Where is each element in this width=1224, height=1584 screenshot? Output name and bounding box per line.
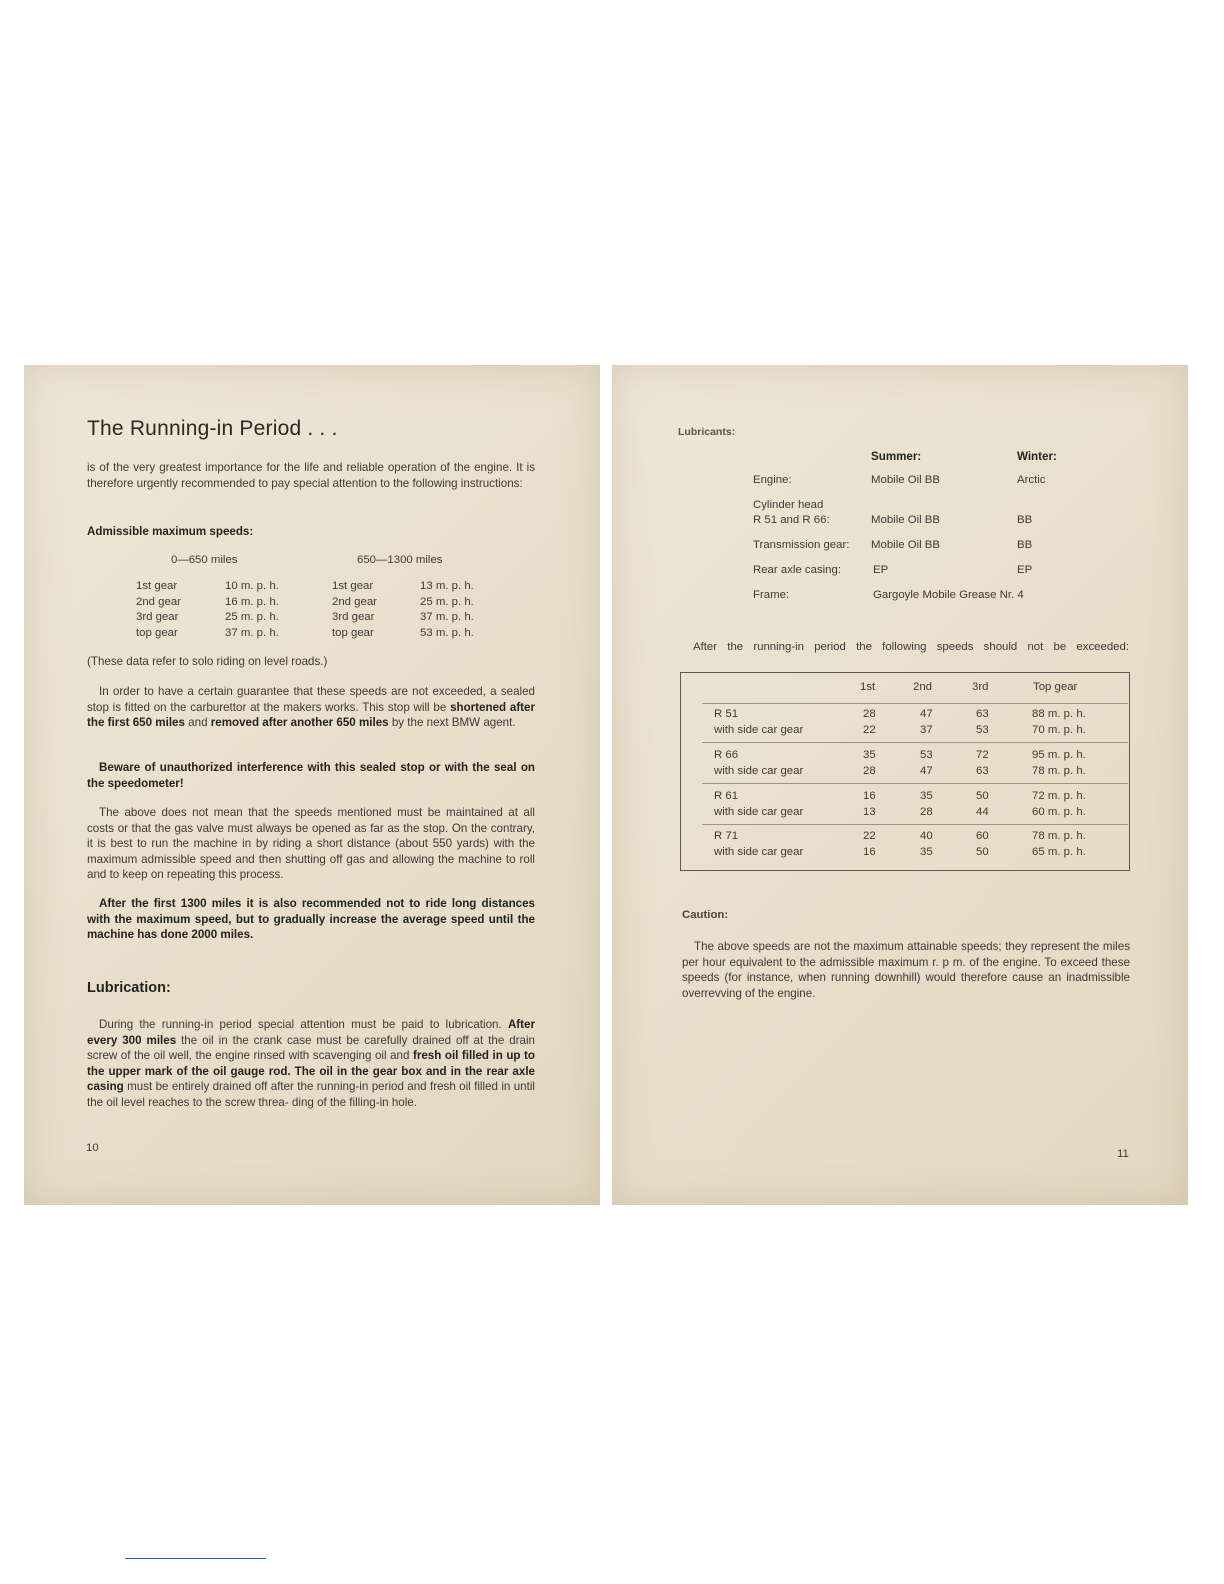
gear-label: top gear: [136, 626, 178, 639]
page-number: 10: [86, 1142, 99, 1154]
gear-label: 1st gear: [136, 580, 178, 592]
speed-cell-1st: 16 13: [863, 790, 876, 818]
caution-paragraph: The above speeds are not the maximum attainable speeds; they represent the miles per hour equivalent to the admissible maximum r. p m. of the engine. To exceed these speeds (for instance, when running downhill) would therefore cause an inadmissible overrevving of the engine.: [682, 940, 1130, 1000]
speed-cell-2nd: 35 28: [920, 790, 933, 818]
lubricant-summer: Mobile Oil BB: [871, 539, 941, 551]
row-divider: [702, 824, 1128, 825]
gear-label: top gear: [332, 626, 374, 639]
speed-cell-1st: 35 28: [863, 749, 876, 777]
beware-paragraph: Beware of unauthorized interference with this sealed stop or with the seal on the speedometer!: [87, 761, 535, 790]
summer-header: Summer:: [871, 450, 922, 463]
speed-value: 16 m. p. h.: [225, 595, 279, 608]
page-title: The Running-in Period . . .: [87, 417, 338, 440]
page-number: 11: [1117, 1148, 1129, 1160]
speed-cell-1st: 28 22: [863, 708, 876, 736]
model-row: [714, 829, 803, 860]
model-name: R 61: [714, 790, 739, 802]
after-running-in-text: After the running-in period the following speeds should not be exceeded:: [693, 641, 1129, 653]
lubricant-label-line2: R 51 and R 66:: [753, 514, 830, 526]
model-name: R 66: [714, 749, 739, 761]
speed-value: 10 m. p. h.: [225, 580, 279, 592]
header-divider: [702, 703, 1128, 704]
speed-cell-2nd: 53 47: [920, 749, 933, 777]
model-row: [714, 707, 803, 738]
winter-header: Winter:: [1017, 450, 1057, 463]
lubricant-winter: Arctic: [1017, 474, 1046, 486]
speed-cell-top: 95 m. p. h. 78 m. p. h.: [1032, 749, 1086, 777]
sidecar-label: with side car gear: [714, 845, 804, 858]
lubricant-winter: EP: [1017, 564, 1033, 576]
speed-cell-3rd: 63 53: [976, 708, 989, 736]
speed-cell-2nd: 47 37: [920, 708, 933, 736]
lubricant-summer: Mobile Oil BB: [871, 474, 941, 486]
lubricant-winter: BB: [1017, 539, 1033, 551]
speed-value: 13 m. p. h.: [420, 580, 474, 592]
note-text: (These data refer to solo riding on level roads.): [87, 655, 328, 668]
lubricant-label: Frame:: [753, 589, 790, 601]
lubrication-heading: Lubrication:: [87, 980, 171, 996]
speed-list-1: [225, 579, 279, 641]
column-header: 3rd: [972, 681, 989, 693]
speed-value: 25 m. p. h.: [420, 595, 474, 608]
intro-paragraph: is of the very greatest importance for the life and reliable operation of the engine. It is therefore urgently recommended to pay special attention to the following instructions:: [87, 461, 535, 490]
speed-value: 53 m. p. h.: [420, 626, 474, 639]
above-paragraph: The above does not mean that the speeds mentioned must be maintained at all costs or that the gas valve must always be opened as far as the stop. On the contrary, it is best to run the machine in by riding a short distance (about 550 yards) with the maximum admissible speed and then shutting off gas and allowing the machine to roll and to keep on repeating this process.: [87, 806, 535, 881]
gear-label: 3rd gear: [136, 611, 179, 623]
lubrication-paragraph: During the running-in period special attention must be paid to lubrication. After every 300 miles the oil in the crank case must be carefully drained off at the drain screw of the oil well, the engine rinsed with scavenging oil and fresh oil filled in up to the upper mark of the oil gauge rod. The oil in the gear box and in the rear axle casing must be entirely drained off after the running-in period and fresh oil filled in until the oil level reaches to the screw threa- ding of the filling-in hole.: [87, 1018, 535, 1109]
sidecar-label: with side car gear: [714, 723, 804, 736]
right-page: [612, 365, 1188, 1205]
lubricant-label: Transmission gear:: [753, 539, 850, 551]
row-divider: [702, 742, 1128, 743]
lubricants-heading: Lubricants:: [678, 426, 736, 438]
model-row: [714, 748, 803, 779]
lubricant-summer: Gargoyle Mobile Grease Nr. 4: [873, 589, 1024, 601]
gear-label: 1st gear: [332, 580, 374, 592]
after-1300-paragraph: After the first 1300 miles it is also recommended not to ride long distances with the maximum speed, but to gradually increase the average speed until the machine has done 2000 miles.: [87, 897, 535, 941]
speed-value: 37 m. p. h.: [225, 626, 279, 639]
gear-list-2: [332, 579, 377, 641]
model-name: R 51: [714, 708, 739, 720]
speed-cell-3rd: 50 44: [976, 790, 989, 818]
speed-cell-1st: 22 16: [863, 830, 876, 858]
sidecar-label: with side car gear: [714, 805, 804, 818]
column-header: 2nd: [913, 681, 933, 693]
speed-list-2: [420, 579, 474, 641]
gear-list-1: [136, 579, 181, 641]
column-header: Top gear: [1033, 681, 1078, 693]
lubricant-label: Rear axle casing:: [753, 564, 842, 576]
range-2-label: 650—1300 miles: [357, 554, 443, 566]
lubricant-label: Cylinder head: [753, 499, 824, 511]
lubricant-winter: BB: [1017, 514, 1033, 526]
gear-label: 3rd gear: [332, 611, 375, 623]
lubricant-label: Engine:: [753, 474, 792, 486]
lubricant-summer: EP: [873, 564, 889, 576]
caution-heading: Caution:: [682, 909, 729, 921]
row-divider: [702, 783, 1128, 784]
link-underline: [125, 1558, 266, 1559]
speed-cell-top: 72 m. p. h. 60 m. p. h.: [1032, 790, 1086, 818]
lubricant-summer: Mobile Oil BB: [871, 514, 941, 526]
speed-value: 25 m. p. h.: [225, 611, 279, 623]
range-1-label: 0—650 miles: [171, 554, 238, 566]
column-header: 1st: [860, 681, 876, 693]
model-name: R 71: [714, 830, 739, 842]
gear-label: 2nd gear: [332, 595, 377, 608]
speed-value: 37 m. p. h.: [420, 611, 474, 623]
model-row: [714, 789, 803, 820]
left-page: [24, 365, 600, 1205]
speed-cell-top: 88 m. p. h. 70 m. p. h.: [1032, 708, 1086, 736]
speeds-heading: Admissible maximum speeds:: [87, 525, 254, 538]
sidecar-label: with side car gear: [714, 764, 804, 777]
speed-cell-top: 78 m. p. h. 65 m. p. h.: [1032, 830, 1086, 858]
speed-cell-3rd: 72 63: [976, 749, 989, 777]
seal-paragraph: In order to have a certain guarantee that these speeds are not exceeded, a sealed stop is fitted on the carburettor at the makers works. This stop will be shortened after the first 650 miles and removed after another 650 miles by the next BMW agent.: [87, 685, 535, 729]
speed-cell-2nd: 40 35: [920, 830, 933, 858]
gear-label: 2nd gear: [136, 595, 181, 608]
speed-cell-3rd: 60 50: [976, 830, 989, 858]
